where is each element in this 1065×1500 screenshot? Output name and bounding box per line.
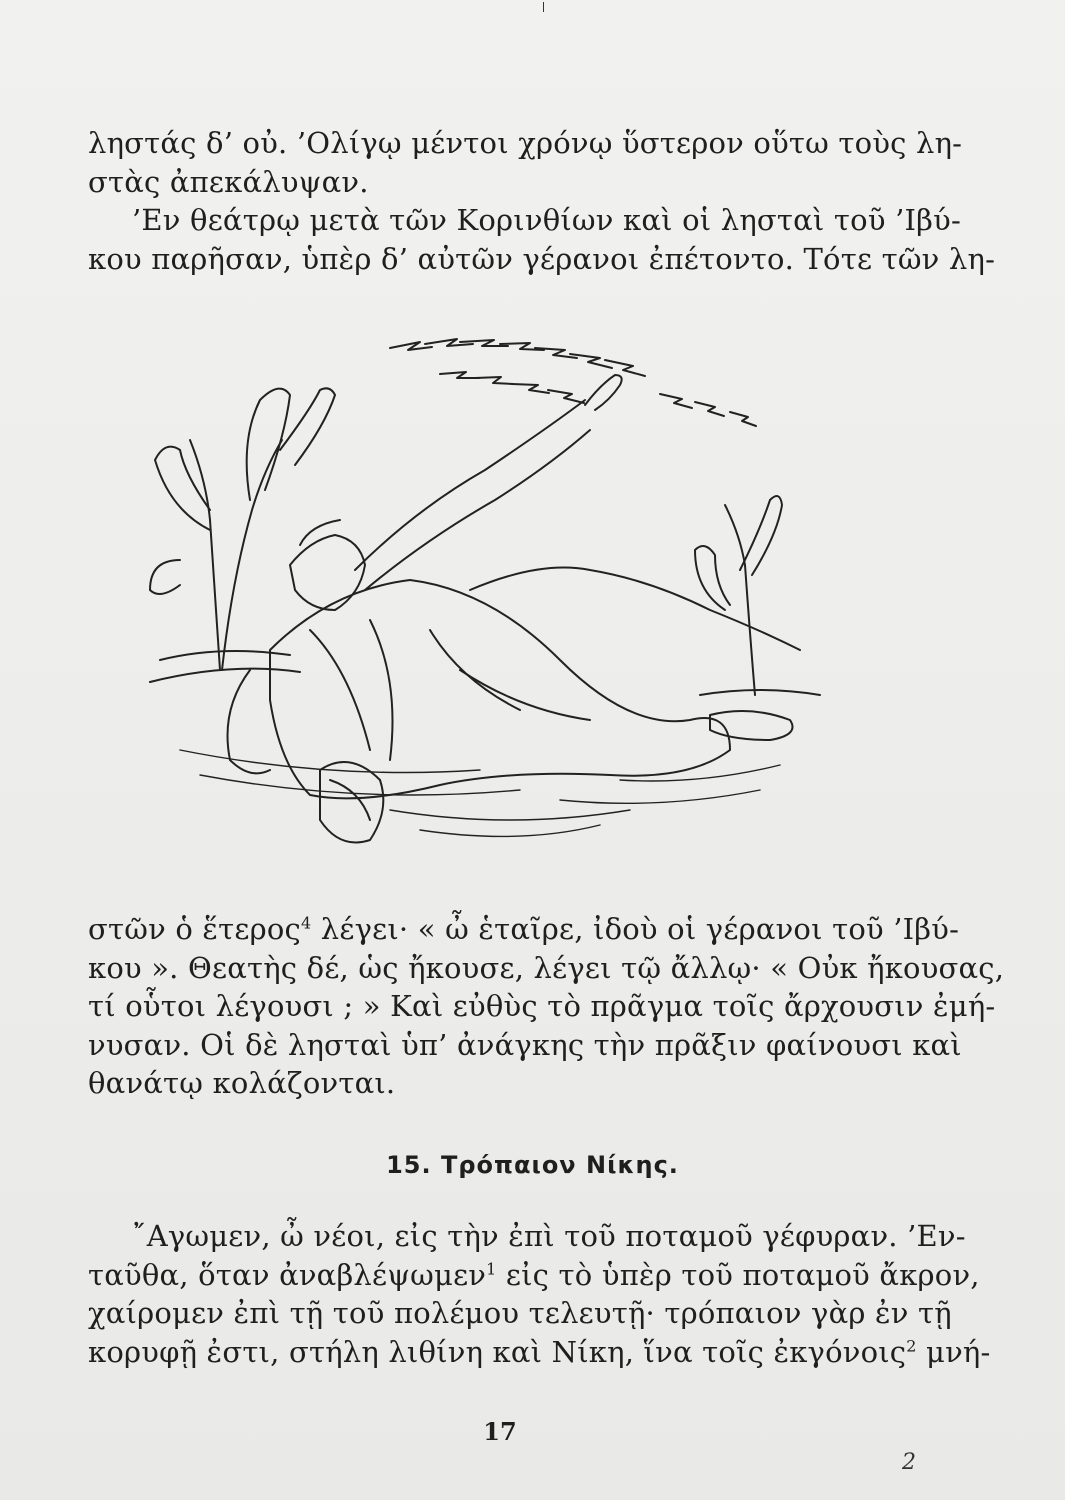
ground-hatching	[180, 750, 780, 836]
text-fragment: κορυφῇ ἐστι, στήλη λιθίνη καὶ Νίκη, ἵνα τοῖς ἐκγόνοις	[88, 1334, 907, 1369]
text-line: ληστάς δ’ οὐ. ’Ολίγῳ μέντοι χρόνῳ ὕστερον οὕτω τοὺς λη-	[88, 126, 963, 160]
text-fragment: στῶν ὁ ἕτερος	[88, 912, 301, 946]
text-line	[88, 1333, 991, 1372]
top-tick-mark	[543, 2, 544, 12]
text-line: νυσαν. Οἱ δὲ λησταὶ ὑπ’ ἀνάγκης τὴν πρᾶξιν φαίνουσι καὶ	[88, 1027, 962, 1062]
text-line	[88, 1256, 980, 1295]
ibycus-cranes-illustration	[140, 330, 850, 885]
text-line: χαίρομεν ἐπὶ τῇ τοῦ πολέμου τελευτῇ· τρόπαιον γὰρ ἐν τῇ	[88, 1296, 952, 1330]
text-line: θανάτῳ κολάζονται.	[88, 1066, 396, 1100]
bottom-text-block	[88, 1217, 991, 1371]
footnote-ref: 2	[906, 1335, 917, 1355]
signature-mark: 2	[902, 1450, 916, 1475]
text-fragment: λέγει· « ὦ ἑταῖρε, ἰδοὺ οἱ γέρανοι τοῦ ’Ιβύ-	[311, 912, 960, 946]
text-fragment: ταῦθα, ὅταν ἀναβλέψωμεν	[88, 1257, 487, 1292]
text-line: ’Εν θεάτρῳ μετὰ τῶν Κορινθίων καὶ οἱ λησταὶ τοῦ ’Ιβύ-	[132, 203, 961, 237]
cranes-flock-icon	[390, 339, 756, 426]
middle-text-block	[88, 910, 1005, 1103]
text-fragment: εἰς τὸ ὑπὲρ τοῦ ποταμοῦ ἄκρον,	[496, 1257, 980, 1292]
text-line: κου ». Θεατὴς δέ, ὡς ἤκουσε, λέγει τῷ ἄλλῳ· « Οὐκ ἤκουσας,	[88, 950, 1005, 985]
right-tree-icon	[695, 496, 820, 695]
page-number: 17	[483, 1417, 517, 1446]
text-line: κου παρῆσαν, ὑπὲρ δ’ αὐτῶν γέρανοι ἐπέτοντο. Τότε τῶν λη-	[88, 241, 996, 276]
section-heading: 15. Τρόπαιον Νίκης.	[386, 1151, 679, 1179]
footnote-ref: 4	[301, 913, 312, 933]
text-line	[88, 910, 960, 949]
text-line: στὰς ἀπεκάλυψαν.	[88, 164, 369, 199]
text-line: ῎Αγωμεν, ὦ νέοι, εἰς τὴν ἐπὶ τοῦ ποταμοῦ γέφυραν. ’Εν-	[132, 1219, 966, 1253]
footnote-ref: 1	[486, 1258, 497, 1278]
top-text-block	[88, 124, 996, 278]
text-line: τί οὗτοι λέγουσι ; » Καὶ εὐθὺς τὸ πρᾶγμα τοῖς ἄρχουσιν ἐμή-	[88, 989, 996, 1023]
text-fragment: μνή-	[916, 1334, 991, 1369]
